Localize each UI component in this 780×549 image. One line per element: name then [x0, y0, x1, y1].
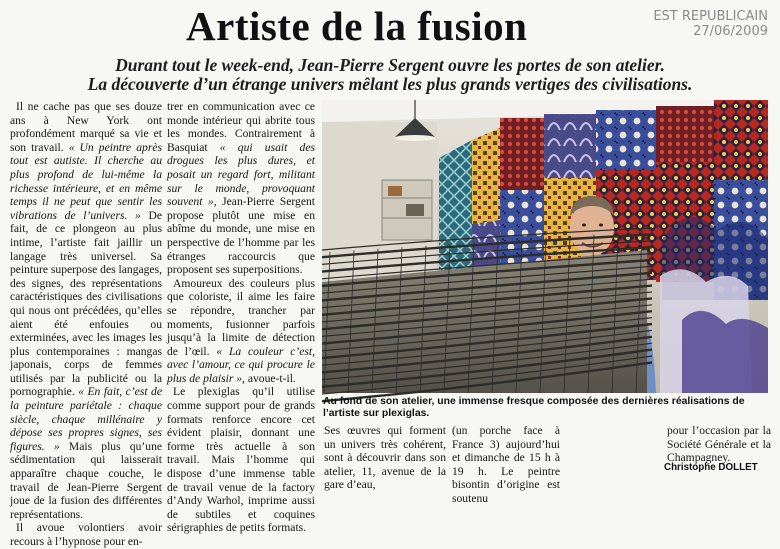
publication-date: 27/06/2009 [693, 24, 768, 39]
byline: Christophe DOLLET [664, 462, 758, 473]
source-block [653, 9, 768, 39]
source-name: EST REPUBLICAIN [653, 9, 768, 24]
paragraph: Il avoue volontiers avoir recours à l’hypnose pour en- [10, 521, 162, 548]
chapeau-line-2: La découverte d’un étrange univers mêlant les plus grands vertiges des civilisations. [87, 74, 693, 94]
paragraph: Il ne cache pas que ses douze ans à New York ont profondément marqué sa vie et son travail. « Un peintre après tout est autiste. Il cherche au plus profond de lui-même la richesse intérieure, et en même temps il ne peut que sentir les vibrations de l’univers. » De fait, de ce plongeon au plus intime, l’artiste fait jaillir un langage très universel. Sa peinture superpose des langages, des signes, des représentations caractéristiques des civilisations qui nous ont précédées, qu’elles aient été enfouies ou exterminées, avec les images les plus contemporaines : mangas japonais, corps de femmes utilisés par la publicité ou la pornographie. « En fait, c’est de la peinture pariétale : chaque siècle, chaque millénaire y dépose ses propres signes, ses figures. » Mais plus qu’une sédimentation qui laisserait apparaître chaque couche, le travail de Jean-Pierre Sergent joue de la fusion des différentes représentations. [10, 100, 163, 521]
article-photo [322, 100, 768, 393]
headline: Artiste de la fusion [186, 3, 528, 49]
photo-caption: Au fond de son atelier, une immense fresque composée des dernières réalisations de l’artiste sur plexiglas. [323, 396, 745, 419]
article-column-1 [10, 100, 163, 548]
article-column-2 [167, 100, 316, 535]
paragraph: Le plexiglas qu’il utilise comme support pour de grands formats renforce encore cet évident plaisir, donnant une forme très actuelle à son travail. Mais l’homme qui dispose d’une immense table de travail venue de la factory d’Andy Warhol, imprime aussi de subtiles et coquines sérigraphies de petits formats. [167, 385, 315, 535]
article-column-4: (un porche face à France 3) aujourd’hui et dimanche de 15 h à 19 h. Le peintre bisontin d’origine est soutenu [452, 424, 560, 505]
paragraph: trer en communication avec ce monde intérieur qui abrite tous les mondes. Contrairement à Basquiat « qui usait des drogues les plus dures, et posait un regard fort, militant sur le monde, provoquant souvent », Jean-Pierre Sergent propose plutôt une mise en abîme du monde, une mise en perspective de l’homme par les étranges raccourcis que proposent ses superpositions. [167, 100, 315, 277]
paragraph: Amoureux des couleurs plus que coloriste, il aime les faire se répondre, trancher par moments, fusionner parfois jusqu’à la limite de détection de l’œil. « La couleur c’est, avec l’amour, ce qui procure le plus de plaisir », avoue-t-il. [167, 276, 316, 385]
article-column-5: pour l’occasion par la Société Générale et la Champagney. [667, 424, 771, 465]
article-column-3: Ses œuvres qui forment un univers très cohérent, sont à découvrir dans son atelier, 11, avenue de la gare d’eau, [324, 424, 446, 492]
chapeau-line-1: Durant tout le week-end, Jean-Pierre Sergent ouvre les portes de son atelier. [115, 55, 665, 75]
